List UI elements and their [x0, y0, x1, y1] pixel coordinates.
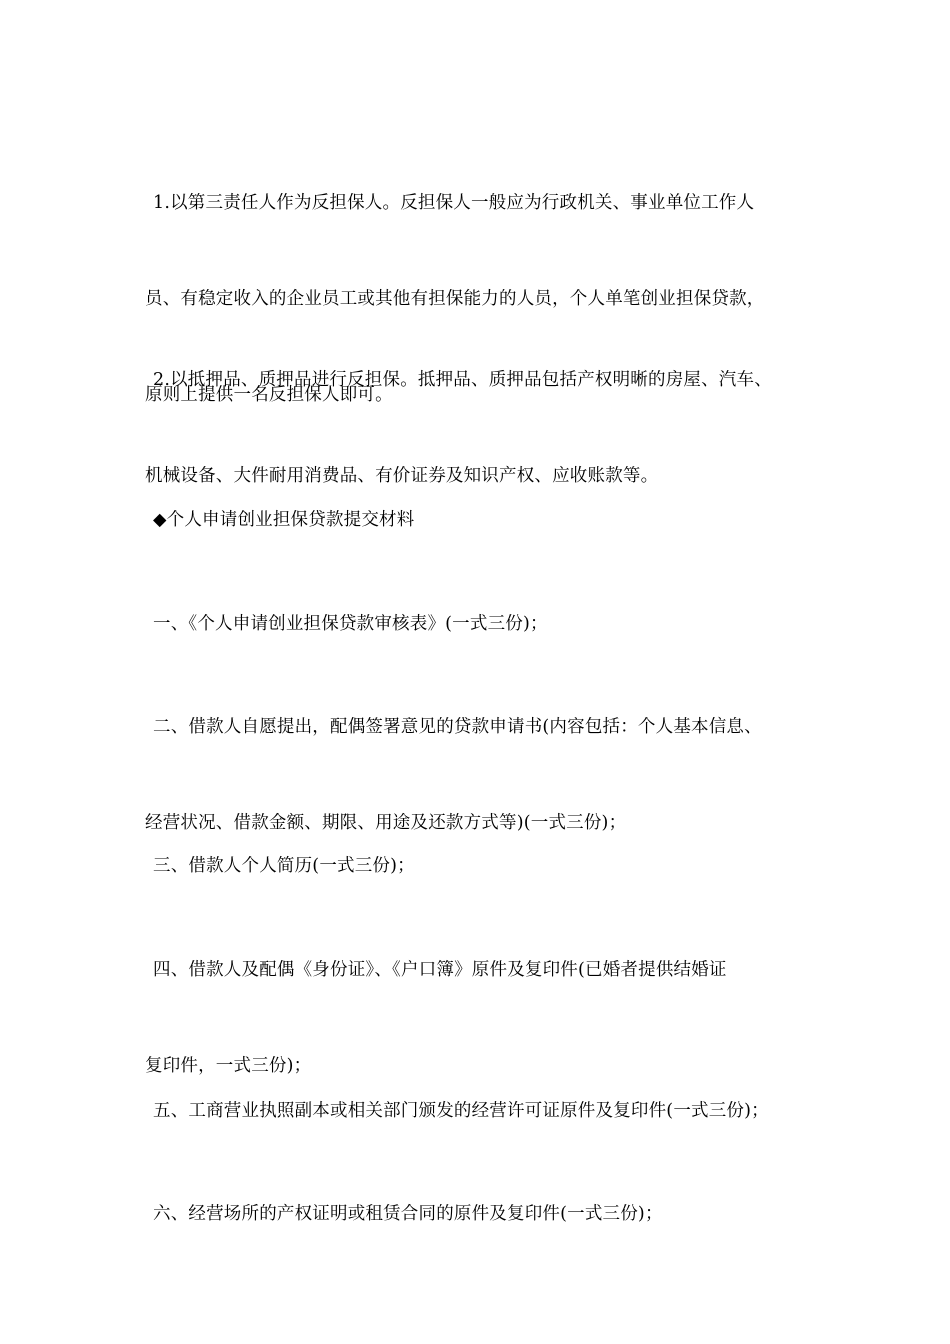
list-item: [145, 1134, 825, 1294]
text-line: 2.以抵押品、质押品进行反担保。抵押品、质押品包括产权明晰的房屋、汽车、: [153, 370, 772, 390]
text-line: 员、有稳定收入的企业员工或其他有担保能力的人员，个人单笔创业担保贷款，: [145, 289, 765, 309]
text-line: 原则上提供一名反担保人即可。: [145, 385, 393, 405]
text-line: 一、《个人申请创业担保贷款审核表》(一式三份)；: [153, 614, 548, 634]
text-line: 二、借款人自愿提出，配偶签署意见的贷款申请书(内容包括：个人基本信息、: [153, 717, 762, 737]
text-line: 三、借款人个人简历(一式三份)；: [153, 856, 415, 876]
text-line: 经营状况、借款金额、期限、用途及还款方式等)(一式三份)；: [145, 813, 627, 833]
text-line: 复印件，一式三份)；: [145, 1056, 312, 1076]
text-line: 机械设备、大件耐用消费品、有价证券及知识产权、应收账款等。: [145, 466, 659, 486]
text-line: 四、借款人及配偶《身份证》、《户口簿》原件及复印件(已婚者提供结婚证: [153, 960, 727, 980]
text-line: 六、经营场所的产权证明或租赁合同的原件及复印件(一式三份)；: [153, 1204, 663, 1224]
text-line: 1.以第三责任人作为反担保人。反担保人一般应为行政机关、事业单位工作人: [153, 193, 755, 213]
text-line: ◆个人申请创业担保贷款提交材料: [153, 510, 415, 530]
text-line: 五、工商营业执照副本或相关部门颁发的经营许可证原件及复印件(一式三份)；: [153, 1101, 769, 1121]
